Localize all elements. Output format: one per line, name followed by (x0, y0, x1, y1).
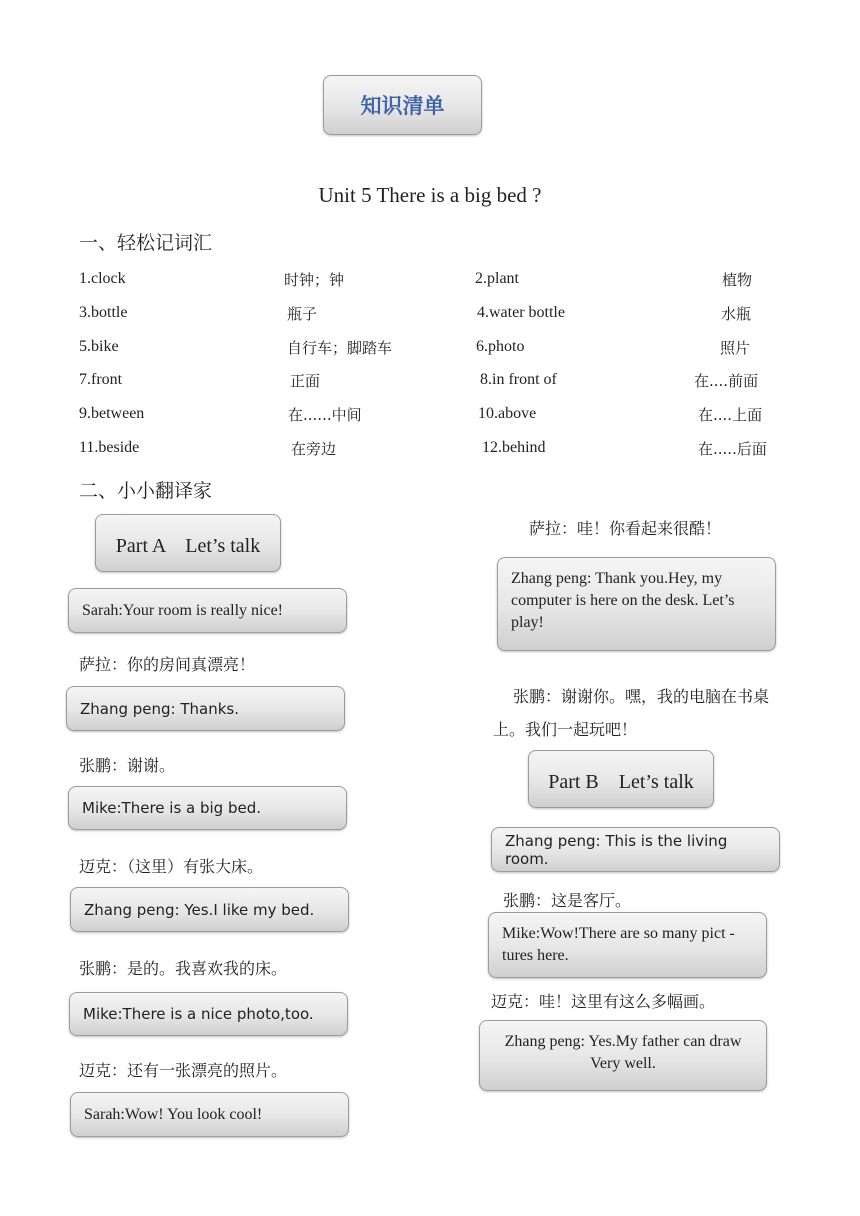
section-vocabulary-heading: 一、轻松记词汇 (79, 232, 213, 254)
dialogue-bubble: Zhang peng: Yes.I like my bed. (70, 887, 349, 932)
dialogue-bubble: Zhang peng: This is the living room. (491, 827, 780, 872)
vocab-en: 5.bike (79, 338, 119, 355)
dialogue-translation: 迈克：（这里）有张大床。 (79, 857, 264, 876)
page-badge: 知识清单 (323, 75, 482, 135)
dialogue-bubble: Mike:There is a big bed. (68, 786, 347, 830)
vocab-zh: 在....前面 (694, 372, 759, 390)
vocab-zh: 自行车；脚踏车 (287, 339, 393, 357)
vocab-en: 7.front (79, 371, 123, 388)
dialogue-translation: 萨拉：你的房间真漂亮！ (79, 655, 256, 674)
vocab-zh: 正面 (290, 372, 321, 390)
dialogue-translation: 迈克：哇！这里有这么多幅画。 (491, 992, 716, 1011)
vocab-en: 2.plant (475, 270, 519, 287)
vocab-zh: 在......中间 (288, 406, 362, 424)
vocab-zh: 在.....后面 (698, 440, 767, 458)
vocab-zh: 水瓶 (721, 305, 752, 323)
vocab-en: 10.above (478, 405, 537, 422)
dialogue-translation: 张鹏：是的。我喜欢我的床。 (79, 959, 288, 978)
dialogue-translation: 迈克：还有一张漂亮的照片。 (79, 1061, 288, 1080)
vocab-zh: 时钟；钟 (284, 271, 345, 289)
vocab-en: 11.beside (79, 439, 140, 456)
vocab-en: 3.bottle (79, 304, 128, 321)
vocab-zh: 植物 (722, 271, 753, 289)
vocab-zh: 在旁边 (291, 440, 337, 458)
dialogue-bubble: Zhang peng: Yes.My father can draw Very well. (479, 1020, 767, 1091)
dialogue-bubble: Sarah:Your room is really nice! (68, 588, 347, 633)
vocab-zh: 在....上面 (698, 406, 763, 424)
dialogue-bubble: Zhang peng: Thank you.Hey, my computer is here on the desk. Let’s play! (497, 557, 776, 651)
vocab-en: 6.photo (476, 338, 525, 355)
vocab-en: 12.behind (482, 439, 546, 456)
unit-title: Unit 5 There is a big bed ? (318, 183, 542, 207)
vocab-zh: 瓶子 (287, 305, 318, 323)
dialogue-translation: 张鹏：谢谢。 (79, 756, 176, 775)
part-a-title: Part A Let’s talk (95, 514, 281, 572)
dialogue-translation: 张鹏：谢谢你。嘿，我的电脑在书桌上。我们一起玩吧！ (493, 687, 770, 739)
dialogue-bubble: Mike:There is a nice photo,too. (69, 992, 348, 1036)
dialogue-bubble: Zhang peng: Thanks. (66, 686, 345, 731)
vocab-en: 9.between (79, 405, 145, 422)
vocab-en: 8.in front of (480, 371, 557, 388)
section-translation-heading: 二、小小翻译家 (79, 480, 213, 502)
part-b-title: Part B Let’s talk (528, 750, 714, 808)
vocab-en: 1.clock (79, 270, 126, 287)
dialogue-bubble: Sarah:Wow! You look cool! (70, 1092, 349, 1137)
dialogue-translation: 张鹏：这是客厅。 (503, 891, 632, 910)
vocab-zh: 照片 (720, 339, 751, 357)
dialogue-translation: 萨拉：哇！你看起来很酷！ (529, 519, 722, 538)
vocab-en: 4.water bottle (477, 304, 565, 321)
dialogue-bubble: Mike:Wow!There are so many pict -tures here. (488, 912, 767, 978)
